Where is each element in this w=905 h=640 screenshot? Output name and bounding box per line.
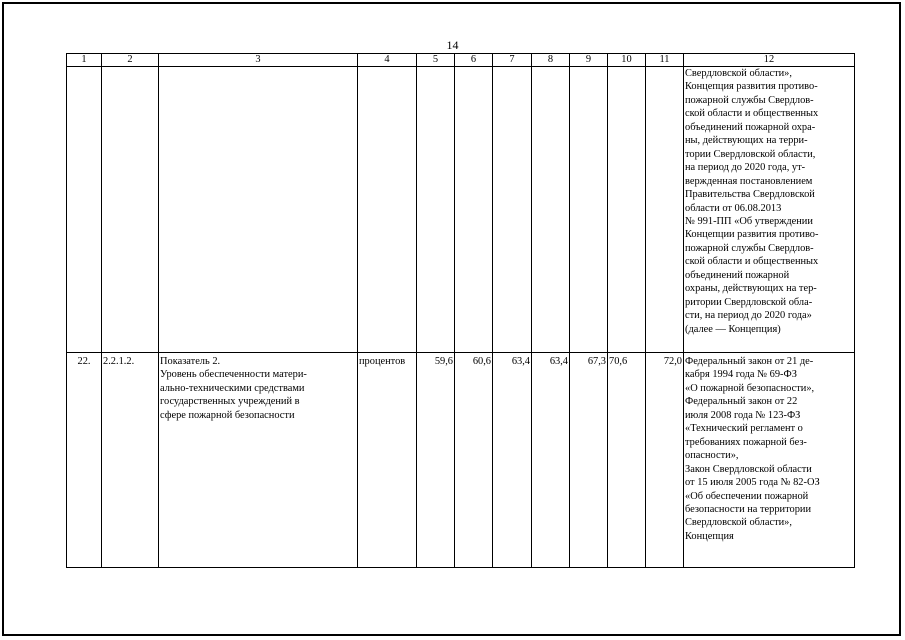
cont-cell-5 [417,67,455,353]
value-col-9: 67,3 [570,353,608,568]
text-line: июля 2008 года № 123-ФЗ [685,409,801,421]
value-col-10: 70,6 [608,353,646,568]
header-col-8: 8 [532,54,570,67]
header-col-4: 4 [358,54,417,67]
text-line: объединений пожарной [685,269,790,281]
cont-cell-7 [493,67,532,353]
row-number: 22. [67,353,102,568]
unit-of-measure: процентов [358,353,417,568]
cont-cell-3 [159,67,358,353]
header-col-5: 5 [417,54,455,67]
text-line: Концепция развития противо- [685,81,818,93]
text-line: кабря 1994 года № 69-ФЗ [685,369,797,381]
row-code: 2.2.1.2. [102,353,159,568]
text-line: Концепции развития противо- [685,229,819,241]
text-line: от 15 июля 2005 года № 82-ОЗ [685,477,820,489]
text-line: безопасности на территории [685,503,812,515]
text-line: объединений пожарной охра- [685,121,816,133]
text-line: пожарной службы Свердлов- [685,94,814,106]
indicators-table [66,53,855,568]
text-line: ально-техническими средствами [160,382,305,394]
header-col-1: 1 [67,54,102,67]
text-line: «Технический регламент о [685,423,803,435]
text-line: Правительства Свердловской [685,189,815,201]
table-row-continuation [67,67,855,353]
text-line: Уровень обеспеченности матери- [160,369,307,381]
header-col-2: 2 [102,54,159,67]
text-line: Показатель 2. [160,356,221,367]
text-line: ритории Свердловской обла- [685,296,813,308]
value-col-8: 63,4 [532,353,570,568]
value-col-6: 60,6 [455,353,493,568]
value-col-7: 63,4 [493,353,532,568]
cont-cell-2 [102,67,159,353]
header-col-10: 10 [608,54,646,67]
header-col-12: 12 [684,54,855,67]
text-line: государственных учреждений в [160,396,300,408]
table-row-22 [67,353,855,568]
indicator-name [159,353,358,568]
text-line: (далее — Концепция) [685,323,781,335]
legal-basis [684,353,855,568]
text-line: области от 06.08.2013 [685,202,782,214]
cont-cell-1 [67,67,102,353]
text-line: опасности», [685,450,739,462]
cont-cell-8 [532,67,570,353]
text-line: сти, на период до 2020 года» [685,310,812,322]
text-line: Свердловской области», [685,68,792,79]
cont-cell-9 [570,67,608,353]
text-line: Концепция [685,530,734,542]
header-col-6: 6 [455,54,493,67]
text-line: «О пожарной безопасности», [685,382,815,394]
text-line: вержденная постановлением [685,175,813,187]
header-col-9: 9 [570,54,608,67]
header-col-7: 7 [493,54,532,67]
text-line: Федеральный закон от 22 [685,396,798,408]
text-line: ской области и общественных [685,108,819,120]
page-number: 14 [446,38,459,52]
text-line: Закон Свердловской области [685,463,812,475]
text-line: Федеральный закон от 21 де- [685,356,814,367]
header-row [67,54,855,67]
cont-cell-4 [358,67,417,353]
text-line: ны, действующих на терри- [685,135,808,147]
text-line: № 991-ПП «Об утверждении [685,215,813,227]
text-line: «Об обеспечении пожарной [685,490,809,502]
text-line: охраны, действующих на тер- [685,283,817,295]
text-line: на период до 2020 года, ут- [685,162,806,174]
text-line: требованиях пожарной без- [685,436,807,448]
cont-cell-11 [646,67,684,353]
text-line: сфере пожарной безопасности [160,409,295,421]
cont-cell-6 [455,67,493,353]
cont-cell-10 [608,67,646,353]
value-col-5: 59,6 [417,353,455,568]
text-line: ской области и общественных [685,256,819,268]
text-line: пожарной службы Свердлов- [685,242,814,254]
header-col-11: 11 [646,54,684,67]
text-line: Свердловской области», [685,517,792,529]
text-line: тории Свердловской области, [685,148,816,160]
value-col-11: 72,0 [646,353,684,568]
cont-cell-12-legal-basis [684,67,855,353]
header-col-3: 3 [159,54,358,67]
